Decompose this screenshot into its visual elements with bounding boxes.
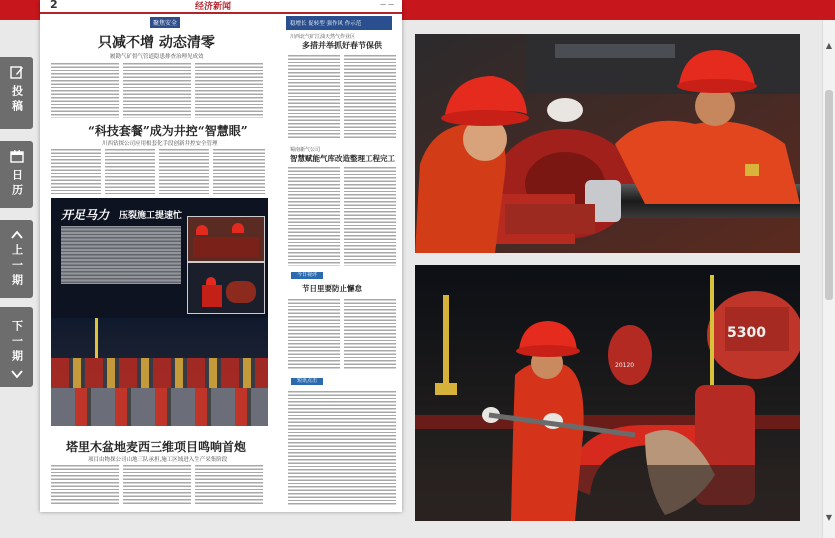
scroll-down-icon[interactable]: ▼ bbox=[825, 513, 833, 522]
previous-issue-button[interactable] bbox=[0, 220, 33, 298]
next-issue-button[interactable] bbox=[0, 307, 33, 387]
calendar-label: 日历 bbox=[10, 169, 24, 199]
article-2-column bbox=[51, 148, 101, 194]
submit-button[interactable] bbox=[0, 57, 33, 129]
photo-worker-valve[interactable] bbox=[415, 265, 800, 521]
previous-issue-label: 上一期 bbox=[10, 244, 24, 289]
edit-icon bbox=[10, 65, 24, 79]
right-article-2-column bbox=[288, 166, 340, 266]
chevron-down-icon bbox=[10, 367, 24, 381]
article-3-column bbox=[195, 464, 263, 506]
right-article-1-column bbox=[344, 54, 396, 140]
article-3-headline[interactable]: 塔里木盆地麦西三维项目鸣响首炮 bbox=[66, 440, 247, 454]
right-article-2-column bbox=[344, 166, 396, 266]
tank-plate-1: 5300 bbox=[727, 325, 766, 341]
submit-label: 投稿 bbox=[10, 85, 24, 115]
photo-feature-mark: 开足马力 bbox=[61, 208, 110, 222]
banner-right-text: 稳增长 促转型 强作风 作示范 bbox=[290, 21, 362, 27]
banner-right bbox=[286, 16, 392, 30]
article-3-column bbox=[123, 464, 191, 506]
right-tag-briefs: 短讯点击 bbox=[291, 378, 323, 385]
photo-worker-valve-image bbox=[415, 265, 800, 521]
article-2-column bbox=[213, 148, 265, 194]
scrollbar-thumb[interactable] bbox=[825, 90, 833, 300]
photo-inset-1 bbox=[187, 216, 265, 262]
page-number: 2 bbox=[50, 0, 58, 11]
right-briefs-text bbox=[288, 390, 396, 506]
right-article-3-headline[interactable]: 节日里要防止懈怠 bbox=[302, 284, 362, 293]
brand-mark: — — bbox=[380, 1, 394, 8]
photo-feature-title: 压裂施工提速忙 bbox=[119, 211, 183, 221]
article-3-subtitle: 项目由物探公司山地三队承担,施工区域进入生产采集阶段 bbox=[88, 457, 228, 463]
right-article-1-headline[interactable]: 多措并举抓好春节保供 bbox=[302, 40, 382, 50]
vertical-scrollbar[interactable] bbox=[822, 20, 835, 538]
right-article-1-column bbox=[288, 54, 340, 140]
scroll-up-icon[interactable]: ▲ bbox=[825, 41, 833, 50]
article-1-subtitle: 履勘气矿督气管道隐患排查治理见成效 bbox=[110, 54, 204, 60]
photo-feature[interactable] bbox=[51, 198, 268, 426]
right-article-2-kicker: 蜀南新气公司 bbox=[290, 147, 321, 153]
article-1-headline[interactable]: 只减不增 动态清零 bbox=[98, 35, 215, 51]
newspaper-page[interactable] bbox=[40, 0, 402, 512]
article-2-column bbox=[159, 148, 209, 194]
photo-inset-2 bbox=[187, 262, 265, 314]
article-1-column bbox=[195, 62, 263, 118]
photo-workers-wrench[interactable] bbox=[415, 34, 800, 253]
article-2-headline[interactable]: “科技套餐”成为井控“智慧眼” bbox=[88, 124, 248, 138]
calendar-button[interactable] bbox=[0, 141, 33, 208]
article-1-column bbox=[51, 62, 119, 118]
chevron-up-icon bbox=[10, 228, 24, 242]
next-issue-label: 下一期 bbox=[10, 320, 24, 365]
right-article-3-column bbox=[288, 298, 340, 370]
right-article-2-headline[interactable]: 智慧赋能气库改造整理工程完工 bbox=[290, 154, 395, 163]
article-2-column bbox=[105, 148, 155, 194]
section-title: 经济新闻 bbox=[195, 2, 232, 12]
article-3-column bbox=[51, 464, 119, 506]
photo-workers-wrench-image bbox=[415, 34, 800, 253]
tank-plate-2: 20120 bbox=[615, 362, 635, 369]
photo-feature-yard bbox=[51, 318, 268, 426]
section-badge: 聚焦安全 bbox=[150, 17, 180, 28]
right-tag-commentary: 今日视评 bbox=[291, 272, 323, 279]
article-1-column bbox=[123, 62, 191, 118]
right-article-3-column bbox=[344, 298, 396, 370]
right-article-1-kicker: 川西北气矿江油天然气作业区 bbox=[290, 34, 356, 40]
article-2-subtitle: 川西钻探公司应用根套化手段创新井控安全管理 bbox=[102, 141, 218, 147]
calendar-icon bbox=[10, 149, 24, 163]
photo-feature-text bbox=[61, 226, 181, 284]
page-masthead bbox=[40, 0, 402, 14]
